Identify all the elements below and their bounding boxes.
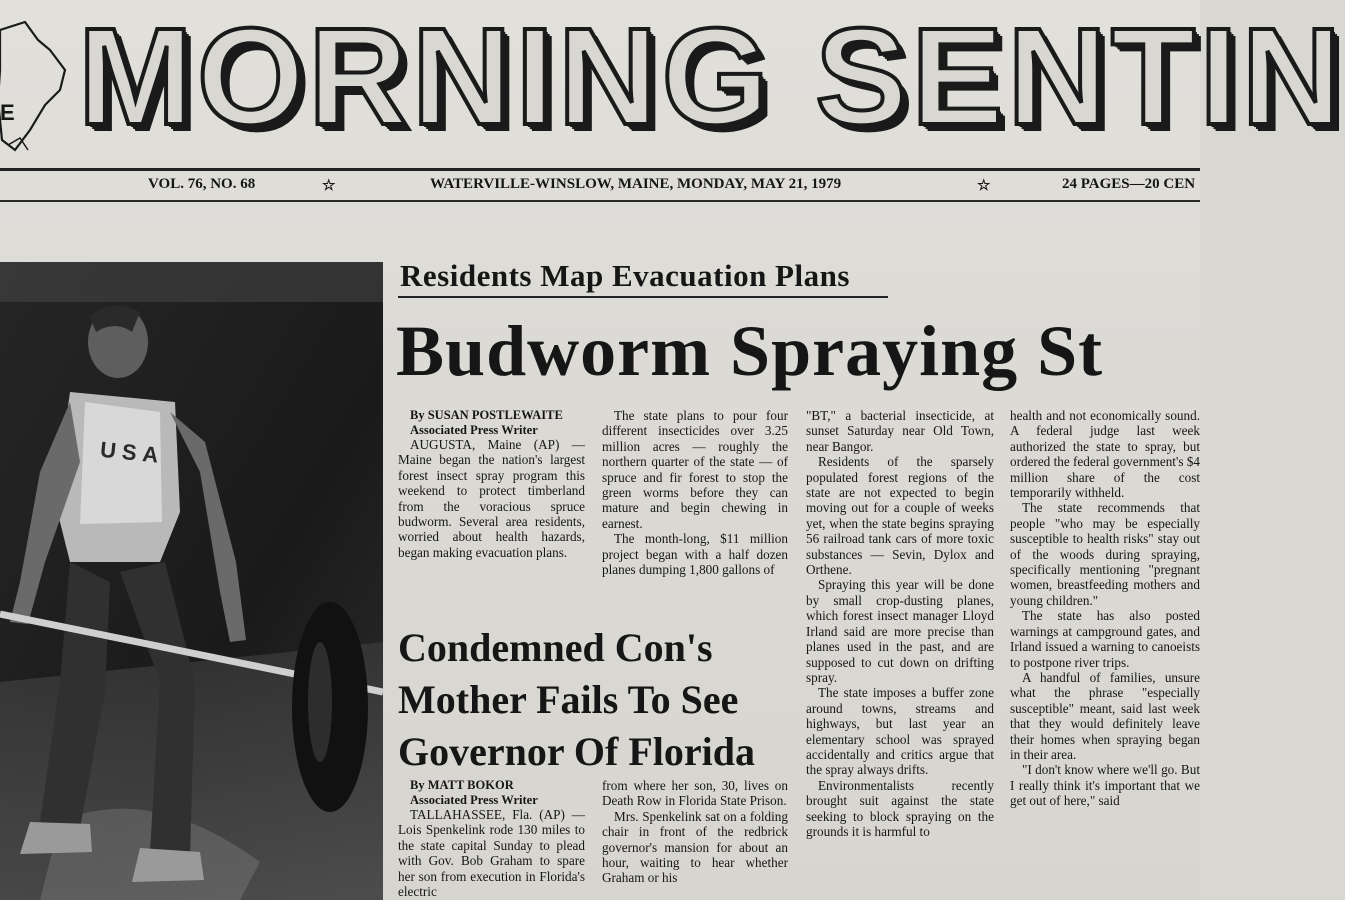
byline: By MATT BOKOR bbox=[410, 778, 514, 792]
page-count-price: 24 PAGES—20 CEN bbox=[1062, 176, 1196, 192]
article-paragraph: Spraying this year will be done by small crop-dusting planes, which forest insect manager Lloyd Irland said are more precise than planes used in the past, and are supposed to cut down on drifting spray. bbox=[806, 577, 994, 685]
article-paragraph: from where her son, 30, lives on Death Row in Florida State Prison. bbox=[602, 778, 788, 809]
article-paragraph: Residents of the sparsely populated forest regions of the state are not expected to begin moving out for a couple of weeks yet, when the state begins spraying 56 railroad tank cars of more toxic substances — Sevin, Dylox and Orthene. bbox=[806, 454, 994, 578]
weightlifter-photo bbox=[0, 262, 383, 900]
article-paragraph: A handful of families, unsure what the phrase "especially susceptible" meant, said last week that they would definitely leave their homes when spraying began in their area. bbox=[1010, 669, 1200, 762]
byline-credit: Associated Press Writer bbox=[410, 422, 538, 437]
byline: By SUSAN POSTLEWAITE bbox=[410, 408, 563, 422]
second-story-column-1 bbox=[398, 778, 585, 900]
volume-number: VOL. 76, NO. 68 bbox=[148, 176, 256, 192]
article-paragraph: The month-long, $11 million project began with a half dozen planes dumping 1,800 gallons of bbox=[602, 531, 788, 578]
second-headline-line-3: Governor Of Florida bbox=[398, 729, 755, 774]
second-story-column-2 bbox=[602, 778, 788, 900]
dateline-bar bbox=[0, 173, 1200, 197]
lead-story-column-1 bbox=[398, 408, 585, 578]
lead-story-column-4 bbox=[1010, 408, 1200, 868]
masthead-rule bbox=[0, 168, 1200, 171]
kicker-underline bbox=[398, 296, 888, 298]
lead-story-column-2 bbox=[602, 408, 788, 578]
lead-story-column-3 bbox=[806, 408, 994, 868]
article-paragraph: Mrs. Spenkelink sat on a folding chair in front of the redbrick governor's mansion for about an hour, waiting to hear whether Graham or his bbox=[602, 808, 788, 886]
article-paragraph: The state plans to pour four different insecticides over 3.25 million acres — roughly the northern quarter of the state — of spruce and fir forest to stop the green worms before they can mature and begin chewing in earnest. bbox=[602, 408, 788, 531]
lead-headline: Budworm Spraying St bbox=[396, 311, 1104, 391]
article-paragraph: AUGUSTA, Maine (AP) — Maine began the nation's largest forest insect spray program this weekend to protect timberland from the voracious spruce budworm. Several area residents, worried about health hazards, began making evacuation plans. bbox=[398, 437, 585, 560]
masthead bbox=[0, 0, 1345, 194]
article-paragraph: "I don't know where we'll go. But I really think it's important that we get out of here," said bbox=[1010, 762, 1200, 809]
article-paragraph: TALLAHASSEE, Fla. (AP) — Lois Spenkelink rode 130 miles to the state capital Sunday to plead with Gov. Bob Graham to spare her son from execution in Florida's electric bbox=[398, 807, 585, 900]
byline-credit: Associated Press Writer bbox=[410, 792, 538, 807]
second-headline-line-1: Condemned Con's bbox=[398, 625, 713, 670]
article-paragraph: The state recommends that people "who may be especially susceptible to health risks" stay out of the woods during spraying, specifically mentioning "pregnant women, breastfeeding mothers and young children." bbox=[1010, 500, 1200, 608]
maine-map-icon bbox=[0, 10, 80, 160]
state-label: E bbox=[0, 100, 15, 125]
shirt-lettering: USA bbox=[98, 436, 166, 469]
article-paragraph: health and not economically sound. A federal judge last week authorized the state to spray, but ordered the federal government's $4 million share of the cost temporarily withheld. bbox=[1010, 408, 1200, 501]
dateline-rule bbox=[0, 200, 1200, 202]
article-paragraph: Environmentalists recently brought suit against the state seeking to block spraying on the grounds it is harmful to bbox=[806, 777, 994, 839]
article-paragraph: The state has also posted warnings at campground gates, and Irland issued a warning to canoeists to postpone river trips. bbox=[1010, 608, 1200, 670]
second-headline-line-2: Mother Fails To See bbox=[398, 677, 739, 722]
article-paragraph: The state imposes a buffer zone around towns, streams and highways, but last year an elementary school was sprayed accidentally and critics argue that the spray always drifts. bbox=[806, 685, 994, 778]
star-ornament-icon: ☆ bbox=[977, 178, 991, 194]
newspaper-title: MORNING SENTIN bbox=[78, 0, 1345, 154]
story-kicker: Residents Map Evacuation Plans bbox=[400, 258, 850, 293]
star-ornament-icon: ☆ bbox=[322, 178, 336, 194]
dateline: WATERVILLE-WINSLOW, MAINE, MONDAY, MAY 21, 1979 bbox=[430, 176, 842, 192]
article-paragraph: "BT," a bacterial insecticide, at sunset Saturday near Old Town, near Bangor. bbox=[806, 408, 994, 454]
